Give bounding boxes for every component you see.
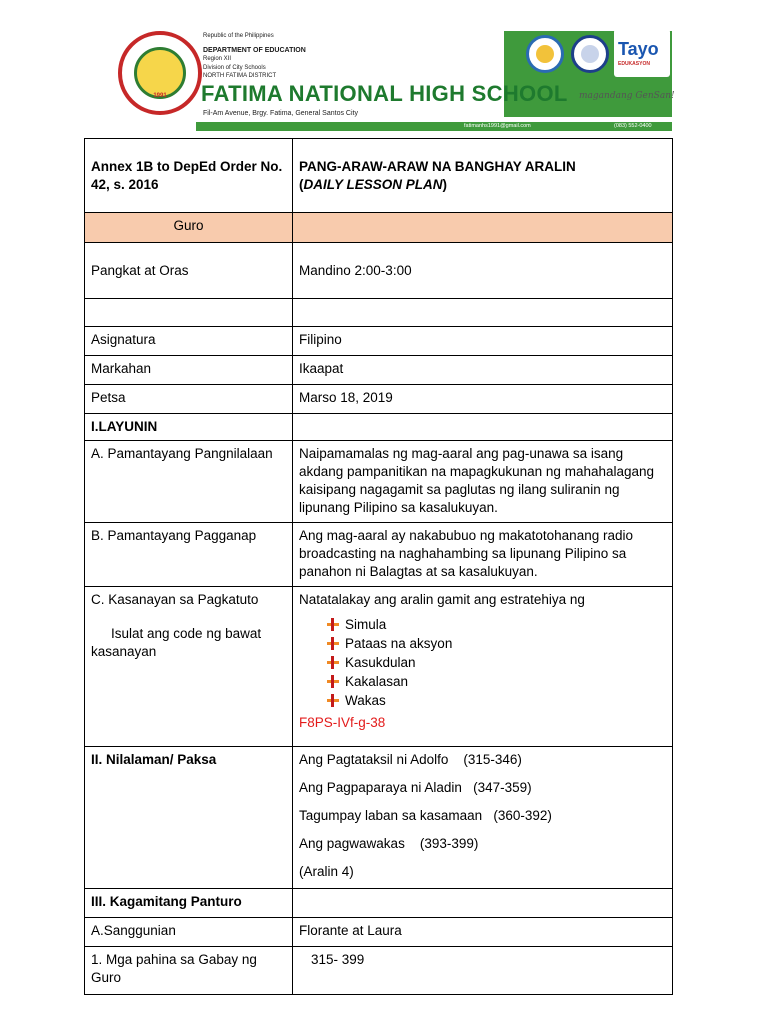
petsa-label: Petsa [85,385,293,414]
blank-cell-left [85,299,293,327]
pamantayang-pangnilalaan-value: Naipamamalas ng mag-aaral ang pag-unawa sa isang akdang pampanitikan na mapagkukunan ng mahahalagang kaisipang nagagamit sa paglutas ng ilang suliranin ng lipunang Pilipino sa kasalukuyan. [293,441,673,523]
city-seal-logo [526,35,564,73]
city-seal-center-icon [536,45,554,63]
nilalaman-item: Ang Pagpaparaya ni Aladin (347-359) [299,780,532,795]
pamantayang-pagganap-label: B. Pamantayang Pagganap [85,523,293,587]
kasanayan-label-cell [85,587,293,747]
blank-cell-right [293,299,673,327]
republic-text: Republic of the Philippines [203,33,274,39]
plan-subtitle-close: ) [442,176,448,192]
school-address: Fil-Am Avenue, Brgy. Fatima, General Santos City [203,110,358,117]
kasanayan-intro: Natatalakay ang aralin gamit ang estratehiya ng [299,592,585,607]
cross-bullet-icon [325,675,339,688]
deped-seal-center-icon [581,45,599,63]
kagamitan-value [293,889,673,918]
sanggunian-label: A.Sanggunian [85,918,293,947]
seal-emblem-icon [134,47,186,99]
division-text: Division of City Schools [203,65,266,71]
sanggunian-value: Florante at Laura [293,918,673,947]
list-item: Kasukdulan [325,653,666,672]
cross-bullet-icon [325,618,339,631]
table-row-kasanayan [85,587,673,747]
table-row-pangkat [85,243,673,299]
deped-seal-logo [571,35,609,73]
nilalaman-label: II. Nilalaman/ Paksa [85,747,293,889]
asignatura-value: Filipino [293,327,673,356]
nilalaman-value-cell [293,747,673,889]
annex-cell: Annex 1B to DepEd Order No. 42, s. 2016 [85,139,293,213]
table-row-guro [85,213,673,243]
kasanayan-label: C. Kasanayan sa Pagkatuto [91,592,259,607]
table-row-nilalaman [85,747,673,889]
letterhead [84,25,675,135]
markahan-value: Ikaapat [293,356,673,385]
table-row-sanggunian [85,918,673,947]
tayo-text: Tayo [618,39,659,59]
nilalaman-item: Ang pagwawakas (393-399) [299,836,479,851]
nilalaman-item: Ang Pagtataksil ni Adolfo (315-346) [299,752,522,767]
petsa-value: Marso 18, 2019 [293,385,673,414]
school-phone: (083) 552-0400 [614,123,652,129]
nilalaman-item: (Aralin 4) [299,864,354,879]
pahina-label: 1. Mga pahina sa Gabay ng Guro [85,947,293,995]
pamantayang-pagganap-value: Ang mag-aaral ay nakabubuo ng makatotohanang radio broadcasting na naghahambing sa lipunang Pilipino sa panahon ni Balagtas at sa kasalukuyan. [293,523,673,587]
cross-bullet-icon [325,637,339,650]
pangkat-value: Mandino 2:00-3:00 [293,243,673,299]
kasanayan-list [299,615,666,710]
seal-year: 1991 [153,93,167,99]
asignatura-label: Asignatura [85,327,293,356]
pahina-value-cell [293,947,673,995]
kasanayan-code: F8PS-IVf-g-38 [299,715,386,730]
guro-value [293,213,673,243]
cross-bullet-icon [325,656,339,669]
lesson-plan-table [84,138,673,995]
school-email: fatimanhs1991@gmail.com [464,123,531,129]
cross-bullet-icon [325,694,339,707]
nilalaman-item: Tagumpay laban sa kasamaan (360-392) [299,808,552,823]
table-row-pamantayang-pagganap [85,523,673,587]
table-row-asignatura [85,327,673,356]
kasanayan-sublabel: Isulat ang code ng bawat kasanayan [91,626,262,659]
table-row-markahan [85,356,673,385]
plan-subtitle-open: ( [299,176,304,192]
list-item: Pataas na aksyon [325,634,666,653]
tayo-edukasyon-logo [614,29,670,77]
plan-title-cell [293,139,673,213]
header-green-rule [196,122,672,131]
table-row-kagamitan [85,889,673,918]
table-row-pamantayang-pangnilalaan [85,441,673,523]
table-row-layunin [85,414,673,441]
layunin-value [293,414,673,441]
department-text: DEPARTMENT OF EDUCATION [203,47,306,54]
guro-label: Guro [85,213,293,243]
list-item: Kakalasan [325,672,666,691]
table-row-annex [85,139,673,213]
pangkat-label: Pangkat at Oras [85,243,293,299]
kagamitan-label: III. Kagamitang Panturo [85,889,293,918]
markahan-label: Markahan [85,356,293,385]
table-row-pahina [85,947,673,995]
list-item: Wakas [325,691,666,710]
school-name: FATIMA NATIONAL HIGH SCHOOL [201,81,568,106]
tayo-subtext: EDUKASYON [618,61,650,67]
table-row-blank [85,299,673,327]
school-seal-logo [118,31,202,115]
table-row-petsa [85,385,673,414]
pahina-value: 315- 399 [311,952,365,967]
district-text: NORTH FATIMA DISTRICT [203,73,277,79]
kasanayan-value-cell [293,587,673,747]
region-text: Region XII [203,56,232,62]
plan-title: PANG-ARAW-ARAW NA BANGHAY ARALIN [299,158,576,174]
list-item: Simula [325,615,666,634]
pamantayang-pangnilalaan-label: A. Pamantayang Pangnilalaan [85,441,293,523]
plan-subtitle: DAILY LESSON PLAN [303,176,443,192]
gensan-tagline: magandang GenSan! [579,91,675,101]
layunin-label: I.LAYUNIN [85,414,293,441]
